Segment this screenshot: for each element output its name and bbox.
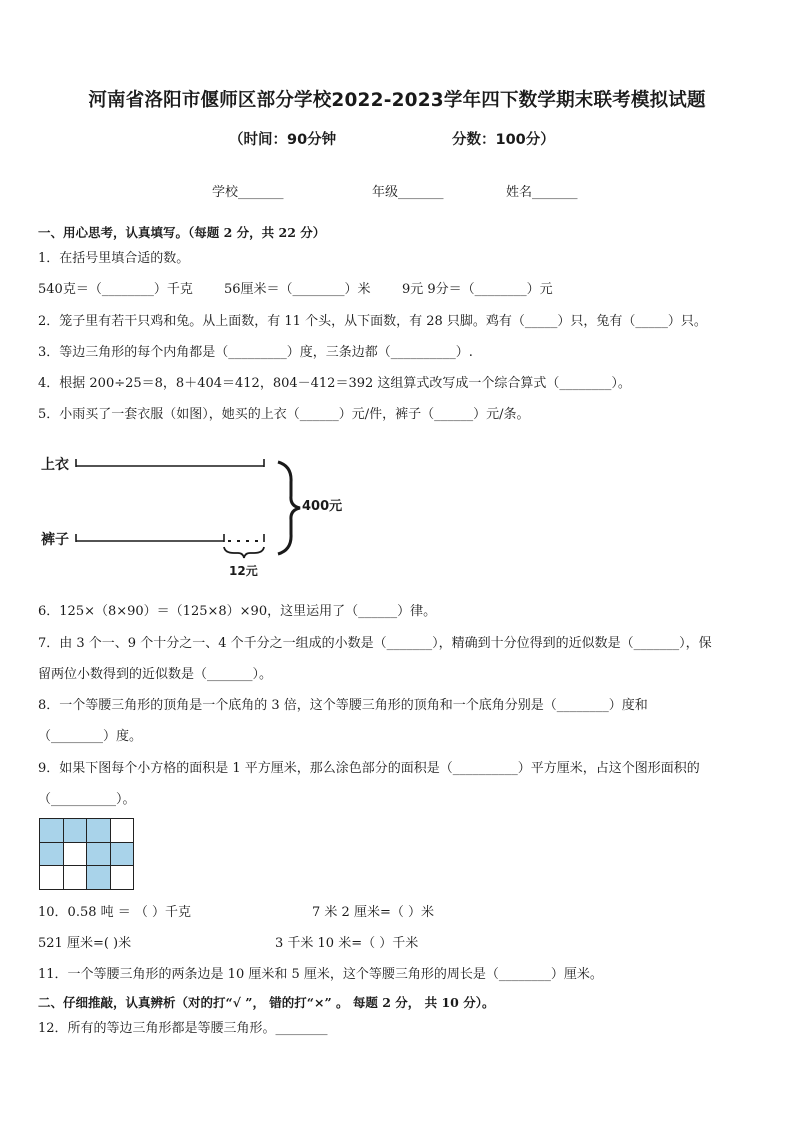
difference-label: 12元 <box>229 564 258 578</box>
shaded-grid-figure <box>39 818 134 890</box>
question-9-line-2: （__________）。 <box>38 792 136 807</box>
total-label: 400元 <box>302 499 343 514</box>
question-1a: 540克＝（________）千克 <box>38 282 193 297</box>
grid-cell-blank <box>64 843 88 867</box>
question-10a: 10．0.58 吨 ＝ （ ）千克 <box>38 905 192 920</box>
question-9-line-1: 9．如果下图每个小方格的面积是 1 平方厘米，那么涂色部分的面积是（__________）平方厘米，占这个图形面积的 <box>38 761 700 776</box>
grade-field: 年级_______ <box>372 185 444 200</box>
question-1b: 56厘米＝（________）米 <box>224 282 371 297</box>
exam-time: （时间：90分钟 <box>229 132 337 148</box>
shirt-label: 上衣 <box>41 457 69 473</box>
grid-cell-shaded <box>87 819 111 843</box>
school-field: 学校_______ <box>212 185 284 200</box>
grid-cell-blank <box>64 866 88 890</box>
grid-cell-shaded <box>111 843 135 867</box>
question-8-line-1: 8．一个等腰三角形的顶角是一个底角的 3 倍，这个等腰三角形的顶角和一个底角分别是（________）度和 <box>38 698 648 713</box>
question-11: 11．一个等腰三角形的两条边是 10 厘米和 5 厘米，这个等腰三角形的周长是（________）厘米。 <box>38 967 603 982</box>
question-7-line-1: 7．由 3 个一、9 个十分之一、4 个千分之一组成的小数是（_______），精确到十分位得到的近似数是（_______），保 <box>38 636 712 651</box>
exam-score: 分数：100分） <box>452 132 555 148</box>
grid-cell-blank <box>111 866 135 890</box>
question-1c: 9元 9分＝（________）元 <box>402 282 553 297</box>
pants-label: 裤子 <box>41 532 69 548</box>
grid-cell-shaded <box>87 866 111 890</box>
difference-brace <box>224 547 264 558</box>
question-3: 3．等边三角形的每个内角都是（_________）度，三条边都（__________）. <box>38 345 473 360</box>
question-10c: 521 厘米=( )米 <box>38 936 132 951</box>
total-brace <box>278 462 300 554</box>
question-8-line-2: （________）度。 <box>38 729 143 744</box>
question-4: 4．根据 200÷25＝8，8＋404＝412，804－412＝392 这组算式改写成一个综合算式（________）。 <box>38 376 631 391</box>
page-title: 河南省洛阳市偃师区部分学校2022-2023学年四下数学期末联考模拟试题 <box>88 90 706 111</box>
section-1-heading: 一、用心思考，认真填写。（每题 2 分，共 22 分） <box>38 225 326 240</box>
name-field: 姓名_______ <box>506 185 578 200</box>
grid-cell-blank <box>40 866 64 890</box>
question-2: 2．笼子里有若干只鸡和兔。从上面数，有 11 个头，从下面数，有 28 只脚。鸡有（_____）只，兔有（_____）只。 <box>38 314 707 329</box>
section-2-heading: 二、仔细推敲，认真辨析（对的打“√ ”， 错的打“×” 。 每题 2 分， 共 10 分）。 <box>38 995 495 1010</box>
question-7-line-2: 留两位小数得到的近似数是（_______）。 <box>38 667 273 682</box>
grid-cell-shaded <box>40 843 64 867</box>
pants-segment <box>76 534 264 542</box>
question-10b: 7 米 2 厘米=（ ）米 <box>312 905 434 920</box>
grid-cell-shaded <box>87 843 111 867</box>
question-6: 6．125×（8×90）＝（125×8）×90，这里运用了（______）律。 <box>38 604 437 619</box>
question-10d: 3 千米 10 米=（ ）千米 <box>275 936 419 951</box>
shirt-segment <box>76 459 264 467</box>
clothes-line-diagram <box>38 448 358 588</box>
question-12: 12．所有的等边三角形都是等腰三角形。________ <box>38 1021 328 1036</box>
question-1-stem: 1．在括号里填合适的数。 <box>38 251 190 266</box>
grid-cell-blank <box>111 819 135 843</box>
grid-cell-shaded <box>64 819 88 843</box>
question-5: 5．小雨买了一套衣服（如图），她买的上衣（______）元/件，裤子（______）元/条。 <box>38 407 530 422</box>
grid-cell-shaded <box>40 819 64 843</box>
